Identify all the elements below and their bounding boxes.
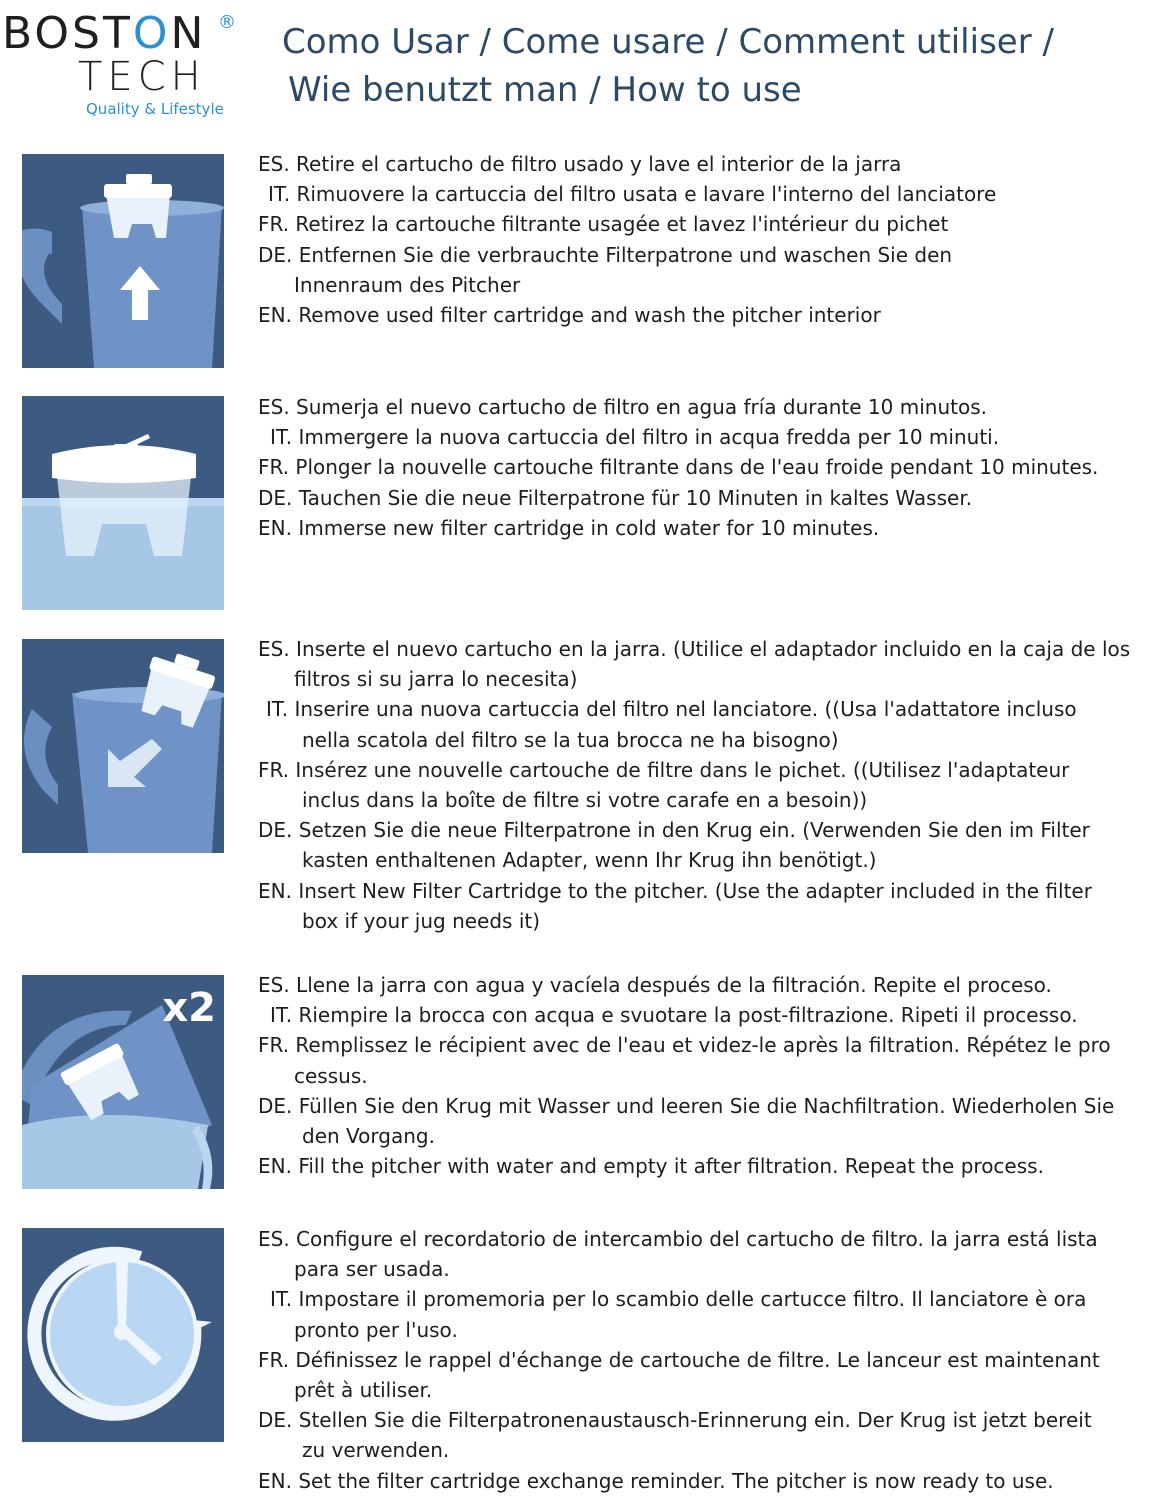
step-1-illustration bbox=[22, 154, 224, 368]
step-1-line-fr: FR. Retirez la cartouche filtrante usagée et lavez l'intérieur du pichet bbox=[258, 212, 949, 237]
registered-mark: ® bbox=[218, 12, 236, 33]
step-4-line-it: IT. Riempire la brocca con acqua e svuotare la post-filtrazione. Ripeti il processo. bbox=[270, 1003, 1078, 1028]
step-5-line-es: ES. Configure el recordatorio de intercambio del cartucho de filtro. la jarra está lista bbox=[258, 1227, 1098, 1251]
step-2-illustration bbox=[22, 396, 224, 610]
step-5-line-de: DE. Stellen Sie die Filterpatronenaustausch-Erinnerung ein. Der Krug ist jetzt bereit bbox=[258, 1408, 1092, 1433]
logo-tagline: Quality & Lifestyle bbox=[86, 100, 224, 118]
step-4-line-fr-cont: cessus. bbox=[294, 1063, 368, 1088]
step-2-line-de: DE. Tauchen Sie die neue Filterpatrone für 10 Minuten in kaltes Wasser. bbox=[258, 485, 973, 510]
step-5-line-it-cont: pronto per l'uso. bbox=[294, 1317, 458, 1342]
pitcher-remove-cartridge-icon bbox=[22, 154, 224, 368]
step-2-line-it: IT. Immergere la nuova cartuccia del filtro in acqua fredda per 10 minuti. bbox=[270, 425, 1000, 450]
step-4-line-de: DE. Füllen Sie den Krug mit Wasser und leeren Sie die Nachfiltration. Wiederholen Sie bbox=[258, 1093, 1115, 1118]
clock-reminder-icon bbox=[22, 1228, 224, 1442]
step-3-line-fr-cont: inclus dans la boîte de filtre si votre carafe en a besoin)) bbox=[302, 788, 868, 813]
step-1-instructions bbox=[258, 149, 1158, 330]
step-4-illustration bbox=[22, 975, 224, 1189]
step-1-line-de: DE. Entfernen Sie die verbrauchte Filterpatrone und waschen Sie den bbox=[258, 242, 953, 267]
step-5-line-es-cont: para ser usada. bbox=[294, 1257, 450, 1282]
repeat-badge: x2 bbox=[162, 985, 216, 1031]
step-4-line-es: ES. Llene la jarra con agua y vacíela después de la filtración. Repite el proceso. bbox=[258, 973, 1052, 997]
step-5-line-fr-cont: prêt à utiliser. bbox=[294, 1378, 433, 1403]
step-3-line-en-cont: box if your jug needs it) bbox=[302, 908, 541, 933]
step-2-line-es: ES. Sumerja el nuevo cartucho de filtro en agua fría durante 10 minutos. bbox=[258, 395, 987, 419]
step-5-line-it: IT. Impostare il promemoria per lo scambio delle cartucce filtro. Il lanciatore è ora bbox=[270, 1287, 1087, 1312]
step-3-instructions bbox=[258, 634, 1158, 936]
step-3-line-es-cont: filtros si su jarra lo necesita) bbox=[294, 667, 578, 692]
step-3-line-de: DE. Setzen Sie die neue Filterpatrone in den Krug ein. (Verwenden Sie den im Filter bbox=[258, 818, 1090, 843]
step-3-line-it-cont: nella scatola del filtro se la tua brocca ne ha bisogno) bbox=[302, 727, 839, 752]
step-1-line-de-cont: Innenraum des Pitcher bbox=[294, 272, 521, 297]
step-4-line-en: EN. Fill the pitcher with water and empty it after filtration. Repeat the process. bbox=[258, 1154, 1044, 1179]
step-3-line-de-cont: kasten enthaltenen Adapter, wenn Ihr Krug ihn benötigt.) bbox=[302, 848, 877, 873]
step-5-line-fr: FR. Définissez le rappel d'échange de cartouche de filtre. Le lanceur est maintenant bbox=[258, 1347, 1100, 1372]
step-2-line-en: EN. Immerse new filter cartridge in cold water for 10 minutes. bbox=[258, 515, 880, 540]
step-4-instructions bbox=[258, 970, 1158, 1181]
step-1-line-it: IT. Rimuovere la cartuccia del filtro usata e lavare l'interno del lanciatore bbox=[268, 182, 997, 207]
step-2-line-fr: FR. Plonger la nouvelle cartouche filtrante dans de l'eau froide pendant 10 minutes. bbox=[258, 455, 1099, 480]
page-title bbox=[282, 18, 1142, 114]
step-5-line-en: EN. Set the filter cartridge exchange reminder. The pitcher is now ready to use. bbox=[258, 1468, 1054, 1493]
step-5-instructions bbox=[258, 1224, 1158, 1496]
step-3-line-en: EN. Insert New Filter Cartridge to the pitcher. (Use the adapter included in the filter bbox=[258, 878, 1092, 903]
step-4-line-fr: FR. Remplissez le récipient avec de l'eau et videz-le après la filtration. Répétez le pro bbox=[258, 1033, 1111, 1058]
pitcher-pour-repeat-icon bbox=[22, 975, 224, 1189]
cartridge-soak-icon bbox=[22, 396, 224, 610]
logo-wordmark: BOSTON bbox=[2, 8, 207, 59]
step-3-line-it: IT. Inserire una nuova cartuccia del filtro nel lanciatore. ((Usa l'adattatore incluso bbox=[266, 697, 1077, 722]
title-line-1: Como Usar / Come usare / Comment utiliser / bbox=[282, 22, 1054, 62]
pitcher-insert-cartridge-icon bbox=[22, 639, 224, 853]
title-line-2: Wie benutzt man / How to use bbox=[288, 70, 802, 110]
step-1-line-en: EN. Remove used filter cartridge and wash the pitcher interior bbox=[258, 303, 881, 328]
brand-logo bbox=[0, 6, 250, 118]
step-5-illustration bbox=[22, 1228, 224, 1442]
step-5-line-de-cont: zu verwenden. bbox=[302, 1438, 450, 1463]
logo-tech: TECH bbox=[78, 54, 206, 100]
step-3-illustration bbox=[22, 639, 224, 853]
step-3-line-es: ES. Inserte el nuevo cartucho en la jarra. (Utilice el adaptador incluido en la caja de los bbox=[258, 637, 1131, 661]
step-4-line-de-cont: den Vorgang. bbox=[302, 1124, 435, 1149]
step-3-line-fr: FR. Insérez une nouvelle cartouche de filtre dans le pichet. ((Utilisez l'adaptateur bbox=[258, 757, 1070, 782]
step-1-line-es: ES. Retire el cartucho de filtro usado y lave el interior de la jarra bbox=[258, 152, 902, 176]
step-2-instructions bbox=[258, 392, 1158, 543]
